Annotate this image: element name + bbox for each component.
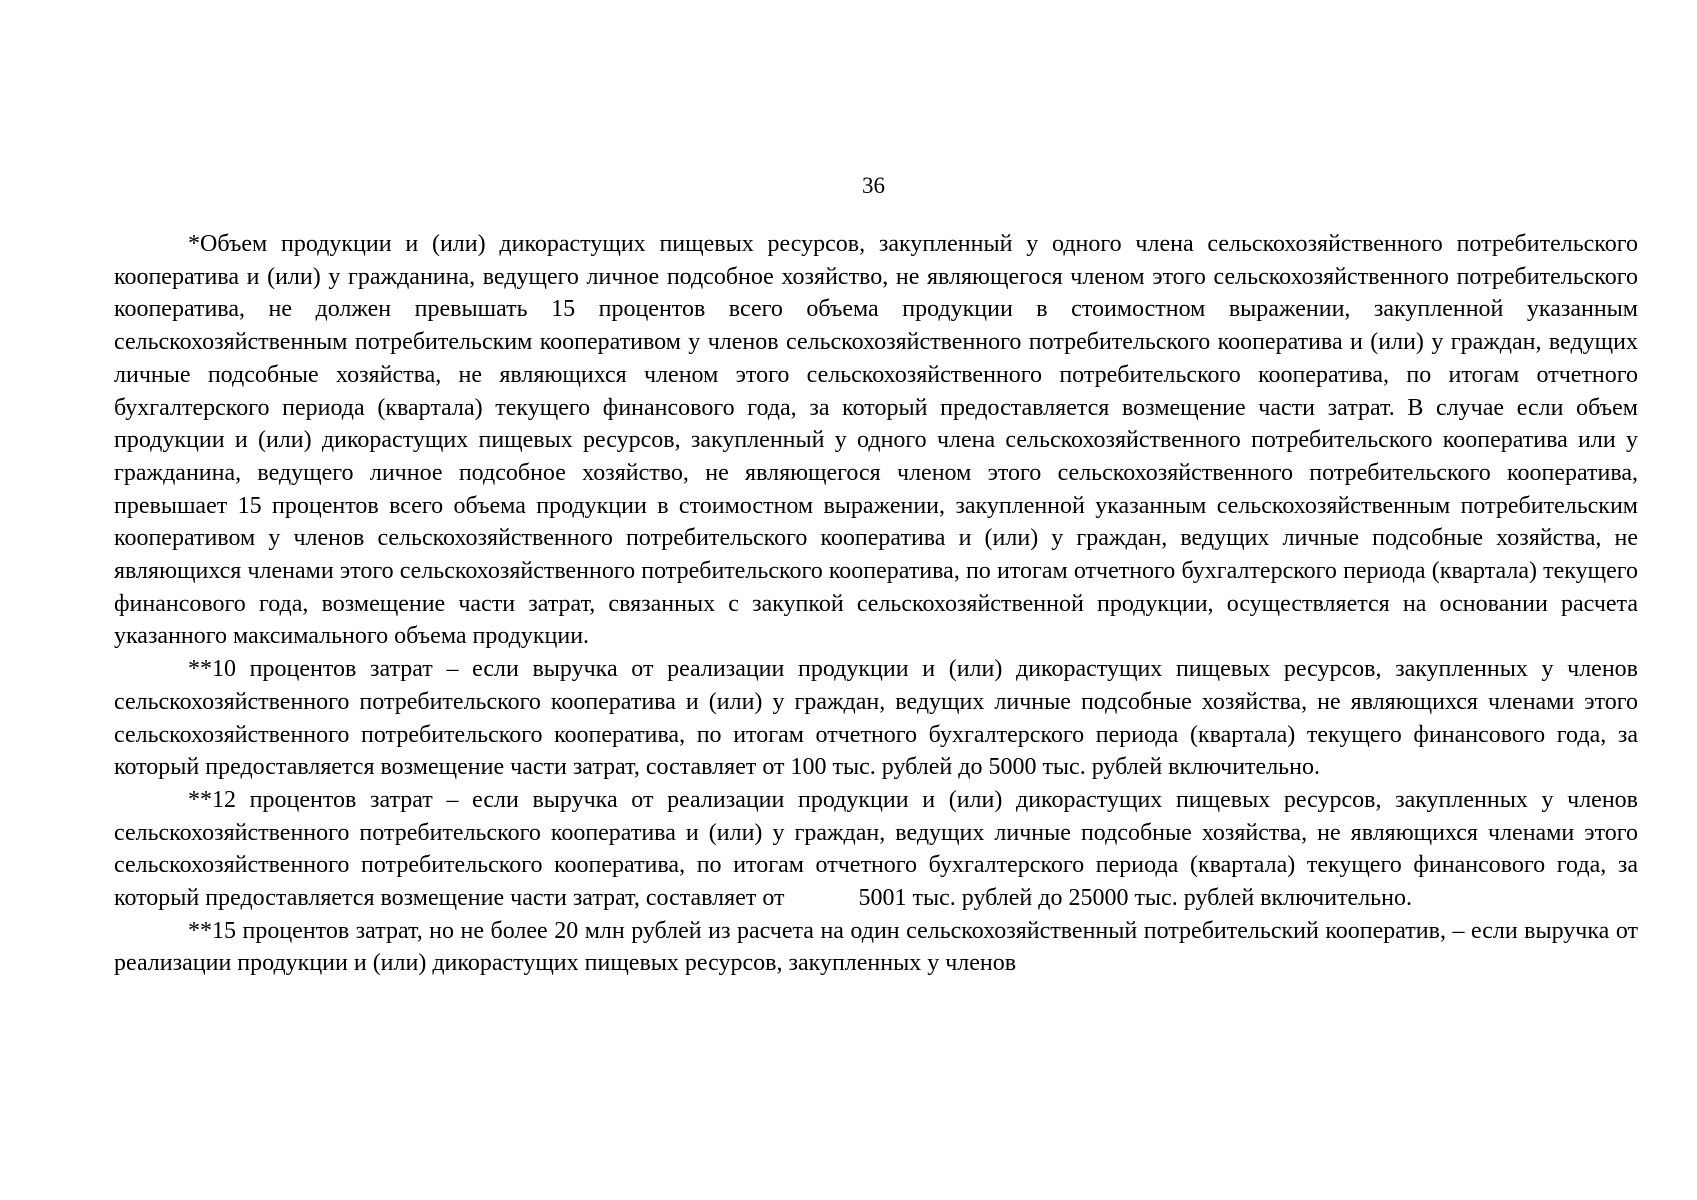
paragraph-12-percent-tail: 5001 тыс. рублей до 25000 тыс. рублей включительно. [858,885,1412,912]
paragraph-footnote-volume: *Объем продукции и (или) дикорастущих пищевых ресурсов, закупленный у одного члена сельскохозяйственного потребительского кооператива и (или) у гражданина, ведущего личное подсобное хозяйство, не являющегося членом этого сельскохозяйственного потребительского кооператива, не должен превышать 15 процентов всего объема продукции в стоимостном выражении, закупленной указанным сельскохозяйственным потребительским кооперативом у членов сельскохозяйственного потребительского кооператива и (или) у граждан, ведущих личные подсобные хозяйства, не являющихся членом этого сельскохозяйственного потребительского кооператива, по итогам отчетного бухгалтерского периода (квартала) текущего финансового года, за который предоставляется возмещение части затрат. В случае если объем продукции и (или) дикорастущих пищевых ресурсов, закупленный у одного члена сельскохозяйственного потребительского кооператива или у гражданина, ведущего личное подсобное хозяйство, не являющегося членом этого сельскохозяйственного потребительского кооператива, превышает 15 процентов всего объема продукции в стоимостном выражении, закупленной указанным сельскохозяйственным потребительским кооперативом у членов сельскохозяйственного потребительского кооператива и (или) у граждан, ведущих личные подсобные хозяйства, не являющихся членами этого сельскохозяйственного потребительского кооператива, по итогам отчетного бухгалтерского периода (квартала) текущего финансового года, возмещение части затрат, связанных с закупкой сельскохозяйственной продукции, осуществляется на основании расчета указанного максимального объема продукции. [114,231,1638,650]
document-body [114,228,1638,980]
page-number: 36 [862,173,885,198]
paragraph-12-percent [114,784,1638,915]
paragraph-10-percent: **10 процентов затрат – если выручка от реализации продукции и (или) дикорастущих пищевых ресурсов, закупленных у членов сельскохозяйственного потребительского кооператива и (или) у граждан, ведущих личные подсобные хозяйства, не являющихся членами этого сельскохозяйственного потребительского кооператива, по итогам отчетного бухгалтерского периода (квартала) текущего финансового года, за который предоставляется возмещение части затрат, составляет от 100 тыс. рублей до 5000 тыс. рублей включительно. [114,656,1638,781]
paragraph-12-percent-lead: **12 процентов затрат – если выручка от реализации продукции и (или) дикорастущих пищевых ресурсов, закупленных у членов сельскохозяйственного потребительского кооператива и (или) у граждан, ведущих личные подсобные хозяйства, не являющихся членами этого сельскохозяйственного потребительского кооператива, по итогам отчетного бухгалтерского периода (квартала) текущего финансового года, за который предоставляется возмещение части затрат, составляет от [114,786,1638,912]
paragraph-15-percent: **15 процентов затрат, но не более 20 млн рублей из расчета на один сельскохозяйственный потребительский кооператив, – если выручка от реализации продукции и (или) дикорастущих пищевых ресурсов, закупленных у членов [114,917,1638,977]
